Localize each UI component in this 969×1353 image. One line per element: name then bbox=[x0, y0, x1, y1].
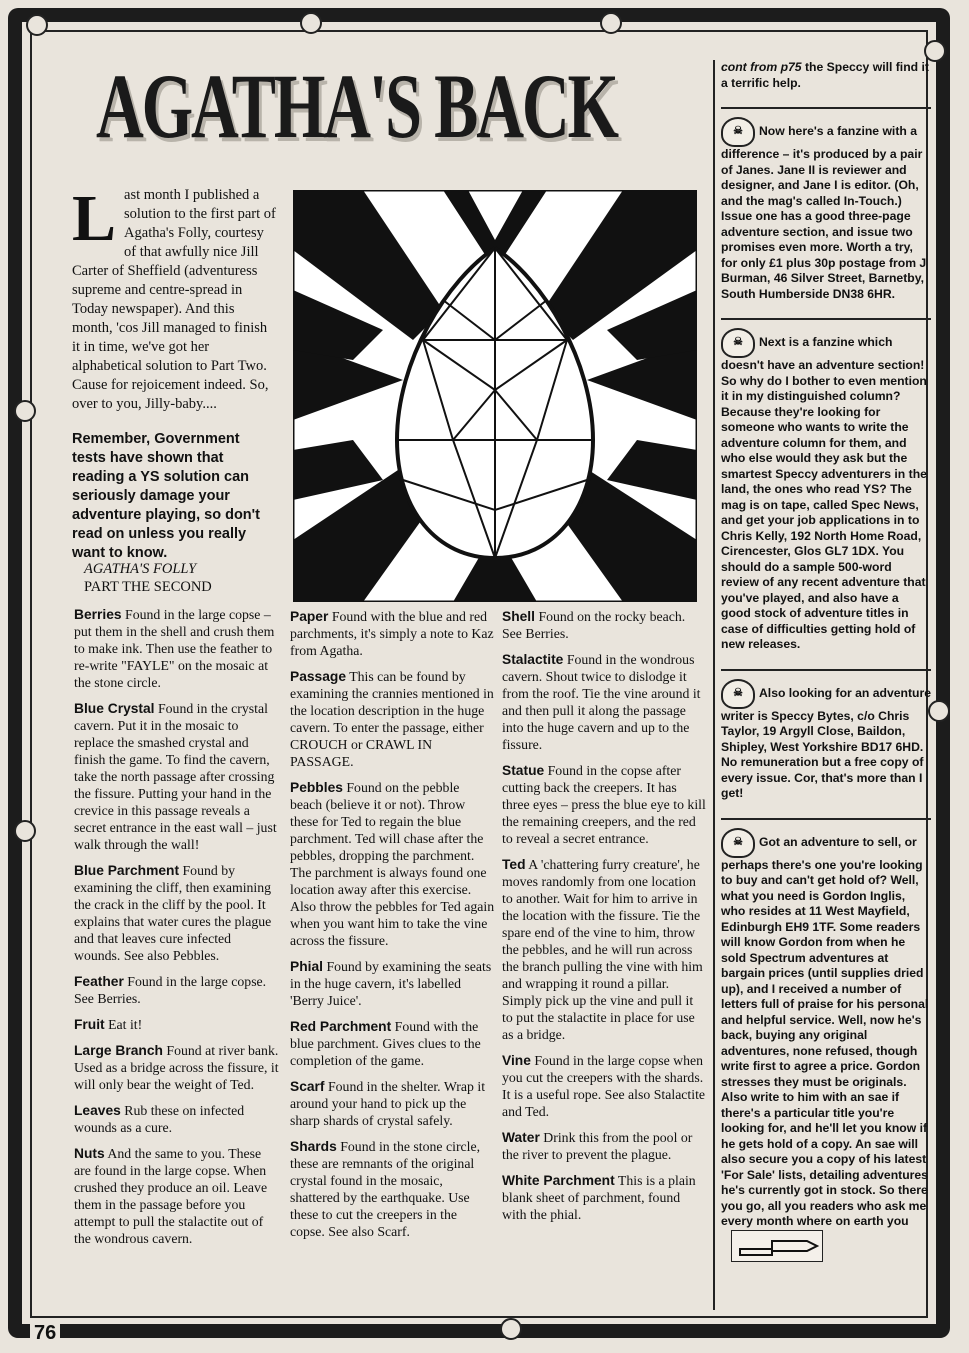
glossary-entry bbox=[74, 1016, 280, 1033]
section-heading-title: AGATHA'S FOLLY bbox=[84, 561, 197, 577]
entry-term: Large Branch bbox=[74, 1043, 163, 1058]
entry-term: Nuts bbox=[74, 1146, 105, 1161]
entry-term: Leaves bbox=[74, 1103, 121, 1118]
entry-term: Stalactite bbox=[502, 652, 564, 667]
glossary-entry bbox=[502, 651, 707, 753]
glossary-entry bbox=[502, 856, 707, 1043]
glossary-entry bbox=[290, 668, 495, 770]
page-title: AGATHA'S BACK bbox=[96, 55, 617, 157]
skull-icon: ☠ bbox=[721, 117, 755, 147]
sidebar-column bbox=[713, 60, 931, 1310]
entry-text: Found with the blue and red parchments, it's simply a note to Kaz from Agatha. bbox=[290, 609, 494, 658]
glossary-entry bbox=[502, 608, 707, 642]
sidebar-continuation bbox=[721, 60, 931, 97]
continuation-text: the Speccy will find it a terrific help. bbox=[721, 60, 929, 90]
entry-term: Scarf bbox=[290, 1079, 325, 1094]
border-skull-icon bbox=[300, 12, 322, 34]
entry-term: White Parchment bbox=[502, 1173, 615, 1188]
entry-text: Found with the blue parchment. Gives clues to the completion of the game. bbox=[290, 1019, 481, 1068]
entry-term: Shards bbox=[290, 1139, 337, 1154]
border-skull-icon bbox=[14, 400, 36, 422]
sidebar-item-in-touch bbox=[721, 117, 931, 308]
glossary-entry bbox=[290, 958, 495, 1009]
glossary-entry bbox=[502, 1129, 707, 1163]
entries-column-3 bbox=[502, 608, 707, 1232]
divider bbox=[721, 669, 931, 671]
border-skull-icon bbox=[928, 700, 950, 722]
entry-text: Found on the pebble beach (believe it or not). Throw these for Ted to regain the blue parchment. Ted will chase after the pebbles, dropping the parchment. The parchment is always found one location away after this exercise. Also throw the pebbles for Ted again when you want him to take the vine across the fissure. bbox=[290, 780, 495, 948]
entry-term: Passage bbox=[290, 669, 346, 684]
entry-term: Pebbles bbox=[290, 780, 343, 795]
entries-column-2 bbox=[290, 608, 495, 1249]
glossary-entry bbox=[74, 1102, 280, 1136]
entry-text: A 'chattering furry creature', he moves randomly from one location to another. Wait for him to arrive in the location with the fissure. Tie the spare end of the vine to him, throw the pebbles, and he will run across the branch pulling the vine with him and wrapping it round a pillar. Simply pick up the vine and pull it to put the stalactite in place for use as a bridge. bbox=[502, 857, 703, 1042]
entry-text: And the same to you. These are found in the large copse. When crushed they produce an oil. Leave them in the passage before you attempt to pull the stalactite out of the wondrous cavern. bbox=[74, 1146, 268, 1246]
entry-term: Fruit bbox=[74, 1017, 105, 1032]
skull-icon: ☠ bbox=[721, 679, 755, 709]
sidebar-item-text: Got an adventure to sell, or perhaps there's one you're looking to buy and can't get hold of? Well, what you need is Gordon Inglis, who resides at 11 West Mayfield, Edinburgh EH9 1TF. Some readers will know Gordon from when he sold Spectrum adventures at bargain prices (until supplies dried up), and I received a number of letters full of praise for his personal and helpful service. Well, now he's back, buying any original adventures, none refused, though write first to agree a price. Gordon stresses they must be originals. Also write to him with an sae if there's a particular title you're looking for, and he'll let you know if he gets hold of a copy. An sae will also secure you a copy of his latest 'For Sale' lists, detailing adventures he's currently got in stock. So there you go, all you readers who ask me every month where on earth you bbox=[721, 834, 929, 1228]
sidebar-item-speccy-bytes bbox=[721, 679, 931, 808]
border-skull-icon bbox=[600, 12, 622, 34]
glossary-entry bbox=[290, 779, 495, 949]
entry-text: Found by examining the seats in the huge cavern, it's labelled 'Berry Juice'. bbox=[290, 959, 492, 1008]
sidebar-item-text: Also looking for an adventure writer is Speccy Bytes, c/o Chris Taylor, 19 Argyll Close, Baildon, Shipley, West Yorkshire BD17 6HD. No remuneration but a free copy of every issue. Cor, that's more than I get! bbox=[721, 685, 931, 800]
entry-text: This can be found by examining the crannies mentioned in the location description in the huge cavern. To enter the passage, either CROUCH or CRAWL IN PASSAGE. bbox=[290, 669, 494, 769]
entry-term: Berries bbox=[74, 607, 122, 622]
border-skull-icon bbox=[26, 14, 48, 36]
entry-text: Found on the rocky beach. See Berries. bbox=[502, 609, 686, 641]
glossary-entry bbox=[290, 1078, 495, 1129]
glossary-entry bbox=[502, 762, 707, 847]
section-heading bbox=[84, 560, 284, 596]
glossary-entry bbox=[74, 1042, 280, 1093]
sidebar-item-text: Now here's a fanzine with a difference – it's produced by a pair of Janes. Jane II is reviewer and designer, and Jane I is editor. (Oh, and the mag's called In-Touch.) Issue one has a good three-page adventure section, and issue two promises even more. Worth a try, for only £1 plus 30p postage from J Burman, 46 Silver Street, Barnetby, South Humberside DN38 6HR. bbox=[721, 124, 927, 301]
glossary-entry bbox=[74, 606, 280, 691]
intro-body: ast month I published a solution to the first part of Agatha's Folly, courtesy of that awfully nice Jill Carter of Sheffield (adventuress supreme and centre-spread in Today newspaper). And this month, 'cos Jill managed to finish it in time, we've got her alphabetical solution to Part Two. Cause for rejoicement indeed. So, over to you, Jilly-baby.... bbox=[72, 187, 276, 412]
entry-text: Rub these on infected wounds as a cure. bbox=[74, 1103, 245, 1135]
entry-term: Statue bbox=[502, 763, 545, 778]
entry-text: Found in the stone circle, these are remnants of the original crystal found in the mosaic, shattered by the earthquake. Use these to cut the creepers in the copse. See also Scarf. bbox=[290, 1139, 481, 1239]
divider bbox=[721, 107, 931, 109]
glossary-entry bbox=[290, 1138, 495, 1240]
glossary-entry bbox=[74, 973, 280, 1007]
entry-text: Found at river bank. Used as a bridge across the fissure, it will only bear the weight of Ted. bbox=[74, 1043, 279, 1092]
entry-text: This is a plain blank sheet of parchment, found with the phial. bbox=[502, 1173, 696, 1222]
glossary-entry bbox=[74, 862, 280, 964]
entry-term: Paper bbox=[290, 609, 329, 624]
border-skull-icon bbox=[924, 40, 946, 62]
glossary-entry bbox=[290, 608, 495, 659]
entry-term: Vine bbox=[502, 1053, 531, 1068]
glossary-entry bbox=[290, 1018, 495, 1069]
divider bbox=[721, 318, 931, 320]
glossary-entry bbox=[502, 1172, 707, 1223]
border-skull-icon bbox=[500, 1318, 522, 1340]
entry-term: Feather bbox=[74, 974, 124, 989]
entry-text: Found in the shelter. Wrap it around your hand to pick up the sharp shards of crystal safely. bbox=[290, 1079, 486, 1128]
warning-text: Remember, Government tests have shown that reading a YS solution can seriously damage your adventure playing, so don't read on unless you really want to know. bbox=[72, 431, 260, 561]
entry-text: Found in the copse after cutting back the creepers. It has three eyes – press the blue eye to kill the remaining creepers, and the red to reveal a secret entrance. bbox=[502, 763, 706, 846]
entry-text: Found by examining the cliff, then examining the crack in the cliff by the pool. It explains that water cures the plague and that leaves cure infected wounds. See also Pebbles. bbox=[74, 863, 272, 963]
skull-icon: ☠ bbox=[721, 828, 755, 858]
skull-icon: ☠ bbox=[721, 328, 755, 358]
entry-term: Red Parchment bbox=[290, 1019, 392, 1034]
entry-text: Found in the large copse when you cut the creepers with the shards. It is a useful rope. See also Stalactite and Ted. bbox=[502, 1053, 706, 1119]
entry-text: Found in the wondrous cavern. Shout twice to dislodge it from the roof. Tie the vine around it and then pull it along the passage into the huge cavern and up to the fissure. bbox=[502, 652, 701, 752]
pointing-hand-icon bbox=[731, 1230, 823, 1262]
entry-text: Eat it! bbox=[108, 1017, 143, 1032]
crystal-illustration bbox=[293, 190, 697, 602]
entries-column-1 bbox=[74, 606, 280, 1256]
page-number: 76 bbox=[30, 1322, 60, 1345]
drop-cap: L bbox=[72, 182, 117, 255]
divider bbox=[721, 818, 931, 820]
entry-term: Shell bbox=[502, 609, 535, 624]
glossary-entry bbox=[502, 1052, 707, 1120]
continued-from-label: cont from p75 bbox=[721, 60, 802, 74]
entry-term: Blue Parchment bbox=[74, 863, 180, 878]
entry-text: Found in the large copse – put them in the shell and crush them to make ink. Then use the feather to re-write "FAYLE" on the mosaic at the stone circle. bbox=[74, 607, 275, 690]
entry-term: Ted bbox=[502, 857, 526, 872]
entry-term: Phial bbox=[290, 959, 323, 974]
section-heading-subtitle: PART THE SECOND bbox=[84, 579, 212, 595]
entry-text: Drink this from the pool or the river to prevent the plague. bbox=[502, 1130, 693, 1162]
entry-text: Found in the large copse. See Berries. bbox=[74, 974, 267, 1006]
entry-text: Found in the crystal cavern. Put it in the mosaic to replace the smashed crystal and finish the game. To find the cavern, take the north passage after crossing the fissure. Putting your hand in the crevice in this passage reveals a secret entrance in the east wall – just walk through the wall! bbox=[74, 701, 277, 852]
intro-text bbox=[72, 182, 277, 563]
entry-term: Water bbox=[502, 1130, 540, 1145]
glossary-entry bbox=[74, 700, 280, 853]
sidebar-item-text: Next is a fanzine which doesn't have an adventure section! So why do I bother to even mention it in my distinguished column? Because they're looking for someone who wants to write the adventure column for them, and who else would they ask but the smartest Speccy adventurers in the land, the ones who read YS? The mag is on tape, called Spec News, and get your job applications in to Chris Kelly, 192 North Home Road, Cirencester, Glos GL7 1DX. You should do a sample 500-word review of any recent adventure that you've played, and also have a good stock of adventure titles in case of difficulties getting hold of new releases. bbox=[721, 335, 927, 651]
sidebar-item-gordon-inglis bbox=[721, 828, 931, 1268]
sidebar-item-spec-news bbox=[721, 328, 931, 659]
glossary-entry bbox=[74, 1145, 280, 1247]
entry-term: Blue Crystal bbox=[74, 701, 155, 716]
border-skull-icon bbox=[14, 820, 36, 842]
